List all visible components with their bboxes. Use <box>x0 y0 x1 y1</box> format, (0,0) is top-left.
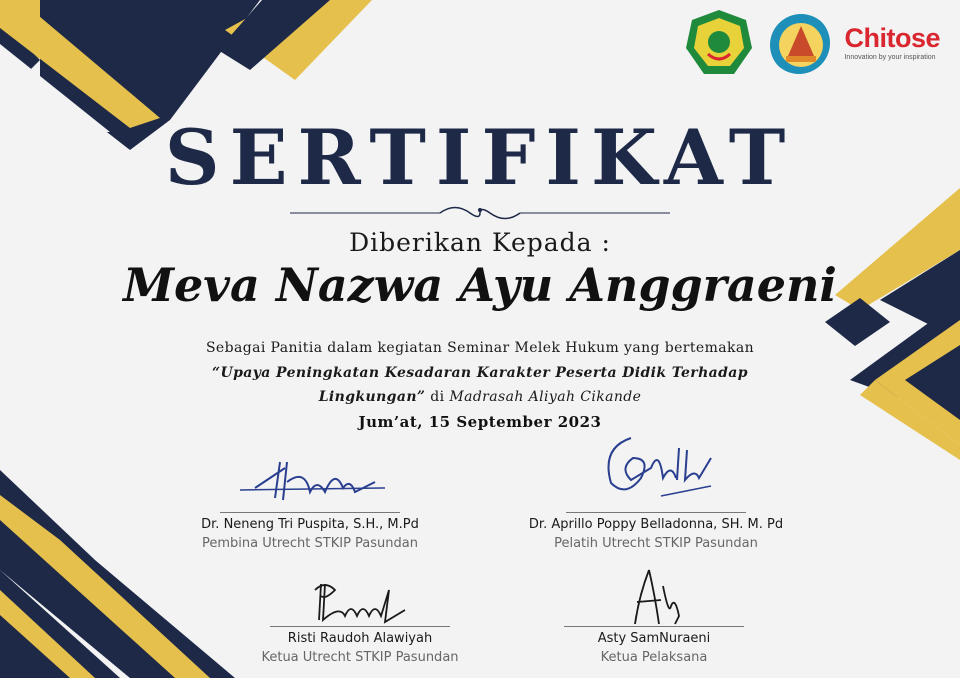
chitose-logo <box>844 25 940 61</box>
recipient-name: Meva Nazwa Ayu Anggraeni <box>123 258 837 312</box>
signatory-4-role: Ketua Pelaksana <box>600 650 708 665</box>
signature-line-1 <box>220 512 400 513</box>
event-date: Jum’at, 15 September 2023 <box>358 413 602 431</box>
description-place: Madrasah Aliyah Cikande <box>449 389 642 405</box>
signature-1 <box>225 448 395 512</box>
description-line1: Sebagai Panitia dalam kegiatan Seminar Melek Hukum yang bertemakan <box>205 340 755 356</box>
chitose-tagline: Innovation by your inspiration <box>844 54 936 61</box>
certificate-title: SERTIFIKAT <box>164 113 796 202</box>
given-to-label: Diberikan Kepada : <box>349 228 611 257</box>
signature-line-2 <box>566 512 746 513</box>
chitose-brand: Chitose <box>844 23 940 53</box>
description-joiner: di <box>430 389 445 405</box>
signatory-4-name: Asty SamNuraeni <box>597 631 711 646</box>
signatory-1 <box>160 448 460 551</box>
signature-line-4 <box>564 626 744 627</box>
signatory-1-role: Pembina Utrecht STKIP Pasundan <box>202 536 418 551</box>
university-crest-logo <box>684 8 754 78</box>
signatory-3-role: Ketua Utrecht STKIP Pasundan <box>261 650 459 665</box>
signature-line-3 <box>270 626 450 627</box>
flourish-ornament <box>290 202 670 224</box>
description-theme-end: Lingkungan” <box>318 389 426 405</box>
signature-2 <box>571 428 741 512</box>
signatory-3-name: Risti Raudoh Alawiyah <box>287 631 433 646</box>
signatory-1-name: Dr. Neneng Tri Puspita, S.H., M.Pd <box>201 517 419 532</box>
description-theme: “Upaya Peningkatan Kesadaran Karakter Peserta Didik Terhadap <box>212 365 748 381</box>
description-location <box>0 389 960 405</box>
signature-4 <box>579 566 729 626</box>
signatory-2 <box>506 428 806 551</box>
utrecht-seal-logo <box>768 12 830 74</box>
signature-3 <box>285 570 435 626</box>
signatory-2-name: Dr. Aprillo Poppy Belladonna, SH. M. Pd <box>528 517 784 532</box>
logo-bar <box>684 8 940 78</box>
signatory-4 <box>504 566 804 665</box>
signatory-2-role: Pelatih Utrecht STKIP Pasundan <box>554 536 758 551</box>
signatory-3 <box>210 570 510 665</box>
